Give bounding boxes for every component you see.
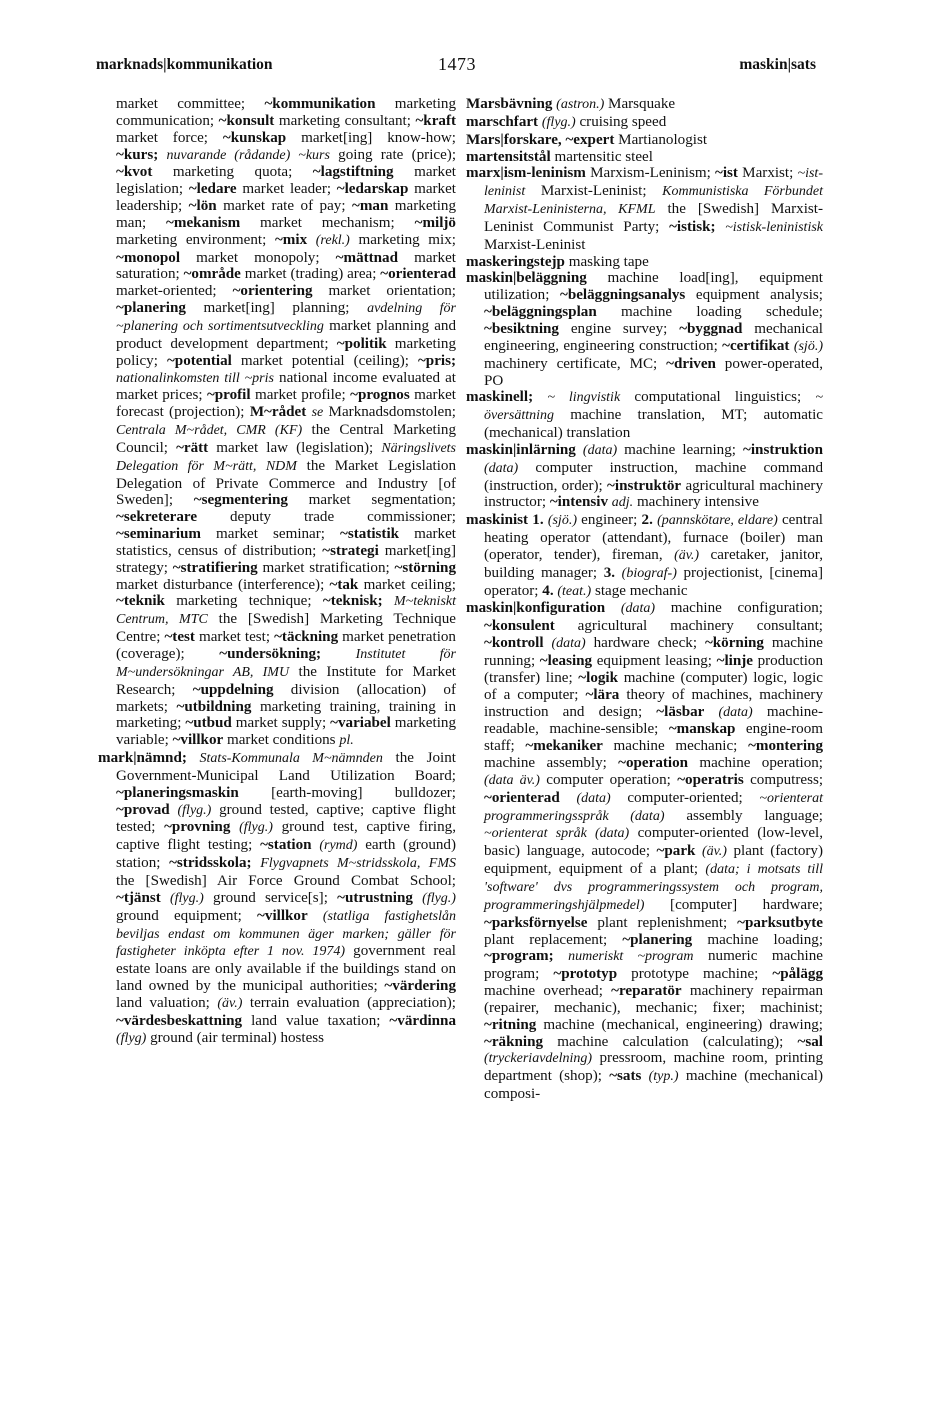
entry-maskininlarning: maskin|inlärning (data) machine learning; ~instruktion (data) computer instruction, machine command (instruction, order); ~instruktör agricultural machinery instructor; ~intensiv adj. machinery intensive xyxy=(466,441,824,511)
page-header xyxy=(0,56,928,82)
entry-marxism-leninism: marx|ism-leninism Marxism-Leninism; ~ist Marxist; ~ist-leninist Marxist-Leninist; Kommunistiska Förbundet Marxist-Leninisterna, KFML the [Swedish] Marxist-Leninist Communist Party; ~istisk; ~istisk-leninistisk Marxist-Leninist xyxy=(466,165,823,253)
entry-maskinkonfiguration: maskin|konfiguration (data) machine configuration; ~konsulent agricultural machinery consultant; ~kontroll (data) hardware check; ~körning machine running; ~leasing equipment leasing; ~linje production (transfer) line; ~logik machine (computer) logic, logic of a computer; ~lära theory of machines, machinery instruction and design; ~läsbar (data) machine-readable, machine-sensible; ~manskap engine-room staff; ~mekaniker machine mechanic; ~montering machine assembly; ~operation machine operation; (data äv.) computer operation; ~operatris computress; ~orienterad (data) computer-oriented; ~orienterat programmeringsspråk (data) assembly language; ~orienterat språk (data) computer-oriented (low-level, basic) language, autocode; ~park (äv.) plant (factory) equipment, equipment of a plant; (data; i motsats till 'software' dvs programmeringssystem och program, programmeringshjälpmedel) [computer] hardware; ~parksförnyelse plant replenishment; ~parksutbyte plant replacement; ~planering machine loading; ~program; numeriskt ~program numeric machine program; ~prototyp prototype machine; ~pålägg machine overhead; ~reparatör machinery repairman (repairer, mechanic), mechanic; fixer; machinist; ~ritning machine (mechanical, engineering) drawing; ~räkning machine calculation (calculating); ~sal (tryckeriavdelning) pressroom, machine room, printing department (shop); ~sats (typ.) machine (mechanical) composi- xyxy=(466,600,824,1103)
entry-marsbavning: Marsbävning (astron.) Marsquake xyxy=(466,96,676,112)
right-column xyxy=(466,96,823,1103)
entry-marsforskare: Mars|forskare, ~expert Martianologist xyxy=(466,131,708,148)
entry-maskinell: maskinell; ~ lingvistik computational linguistics; ~ översättning machine translation, MT; automatic (mechanical) translation xyxy=(466,389,823,442)
entry-martensitstal: martensitstål martensitic steel xyxy=(466,148,653,165)
left-guideword: marknads|kommunikation xyxy=(96,56,273,73)
entry-maskeringstejp: maskeringstejp masking tape xyxy=(466,253,649,270)
entry-maskinist: maskinist 1. (sjö.) engineer; 2. (pannskötare, eldare) central heating operator (attendant), furnace (boiler) man (operator, tender), fireman, (äv.) caretaker, janitor, building manager; 3. (biograf-) projectionist, [cinema] operator; 4. (teat.) stage mechanic xyxy=(466,512,824,599)
entry-marknamnd: mark|nämnd; Stats-Kommunala M~nämnden the Joint Government-Municipal Land Utilization Board; ~planeringsmaskin [earth-moving] bulldozer; ~provad (flyg.) ground tested, captive; captive flight tested; ~provning (flyg.) ground test, captive firing, captive flight testing; ~station (rymd) earth (ground) station; ~stridsskola; Flygvapnets M~stridsskola, FMS the [Swedish] Air Force Ground Combat School; ~tjänst (flyg.) ground service[s]; ~utrustning (flyg.) ground equipment; ~villkor (statliga fastighetslån beviljas endast om kommunen äger marken; gäller för fastigheter inköpta efter 1 nov. 1974) government real estate loans are only available if the buildings stand on land owned by the municipal authorities; ~värdering land valuation; (äv.) terrain evaluation (appreciation); ~värdesbeskattning land value taxation; ~värdinna (flyg) ground (air terminal) hostess xyxy=(98,750,456,1046)
page-number: 1473 xyxy=(438,54,476,74)
left-column xyxy=(98,96,456,1047)
right-guideword: maskin|sats xyxy=(739,56,816,73)
entry-continuation: market committee; ~kommunikation marketing communication; ~konsult marketing consultant; ~kraft market force; ~kunskap market[ing] know-how; ~kurs; nuvarande (rådande) ~kurs going rate (price); ~kvot marketing quota; ~lagstiftning market legislation; ~ledare market leader; ~ledarskap market leadership; ~lön market rate of pay; ~man marketing man; ~mekanism market mechanism; ~miljö marketing environment; ~mix (rekl.) marketing mix; ~monopol market monopoly; ~mättnad market saturation; ~område market (trading) area; ~orienterad market-oriented; ~orientering market orientation; ~planering market[ing] planning; avdelning för ~planering och sortimentsutveckling market planning and product development department; ~politik marketing policy; ~potential market potential (ceiling); ~pris; nationalinkomsten till ~pris national income evaluated at market prices; ~profil market profile; ~prognos market forecast (projection); M~rådet se Marknadsdomstolen; Centrala M~rådet, CMR (KF) the Central Marketing Council; ~rätt market law (legislation); Näringslivets Delegation för M~rätt, NDM the Market Legislation Delegation of Private Commerce and Industry [of Sweden]; ~segmentering market segmentation; ~sekreterare deputy trade commissioner; ~seminarium market seminar; ~statistik market statistics, census of distribution; ~strategi market[ing] strategy; ~stratifiering market stratification; ~störning market disturbance (interference); ~tak market ceiling; ~teknik marketing technique; ~teknisk; M~tekniskt Centrum, MTC the [Swedish] Marketing Technique Centre; ~test market test; ~täckning market penetration (coverage); ~undersökning; Institutet för M~undersökningar AB, IMU the Institute for Market Research; ~uppdelning division (allocation) of markets; ~utbildning marketing training, training in marketing; ~utbud market supply; ~variabel marketing variable; ~villkor market conditions pl. xyxy=(116,96,457,749)
entry-marschfart: marschfart (flyg.) cruising speed xyxy=(466,113,667,130)
entry-maskinbelaggning: maskin|beläggning machine load[ing], equipment utilization; ~beläggningsanalys equipment analysis; ~beläggningsplan machine loading schedule; ~besiktning engine survey; ~byggnad mechanical engineering, engineering construction; ~certifikat (sjö.) machinery certificate, MC; ~driven power-operated, PO xyxy=(466,270,823,389)
